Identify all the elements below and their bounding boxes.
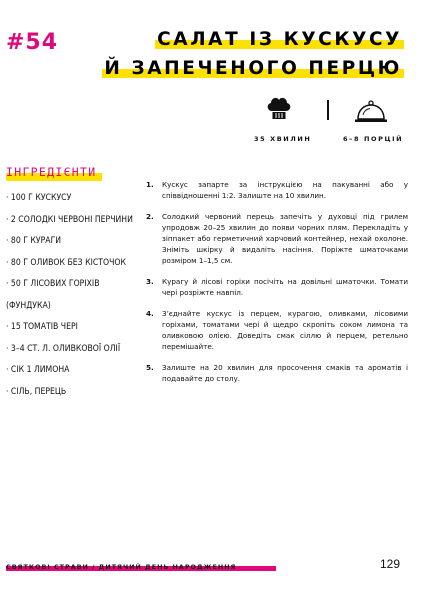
recipe-number: #54 (6, 30, 59, 55)
ingredients-heading-text: ІНГРЕДІЄНТИ (6, 165, 97, 179)
page-number: 129 (379, 557, 400, 571)
instructions-list (146, 179, 408, 394)
step-number: 4. (146, 309, 154, 318)
ingredient-item: · 50 Г ЛІСОВИХ ГОРІХІВ (6, 279, 100, 289)
ingredient-item: · 80 Г ОЛИВОК БЕЗ КІСТОЧОК (6, 257, 126, 268)
step-text: Залиште на 20 хвилин для просочення смаків та ароматів і подавайте до столу. (162, 363, 408, 383)
title-text: Й ЗАПЕЧЕНОГО ПЕРЦЮ (104, 58, 402, 79)
step-text: Солодкий червоний перець запечіть у духовці під грилем упродовж 20–25 хвилин до появи чорних плям. Перекладіть у зіппакет або герметичний харчовий контейнер, нехай охолоне. Зніміть шкірку й видаліть насіння. Поріжте шматочками розміром 1–1,5 см. (162, 212, 408, 265)
ingredient-item: · СІК 1 ЛИМОНА (6, 365, 70, 375)
servings: 6–8 ПОРЦІЙ (343, 135, 404, 143)
step-text: Курагу й лісові горіхи посічіть на довільні шматочки. Томати чері розріжте навпіл. (162, 277, 408, 297)
ingredients-heading (6, 165, 96, 179)
ingredient-item: · 2 СОЛОДКІ ЧЕРВОНІ ПЕРЧИНИ (6, 214, 133, 225)
ingredient-item: · 100 Г КУСКУСУ (6, 193, 72, 203)
ingredient-item: · 15 ТОМАТІВ ЧЕРІ (6, 322, 78, 332)
instruction-step (146, 308, 408, 352)
step-number: 1. (146, 180, 154, 189)
meta-divider (327, 100, 329, 120)
ingredient-item: · 80 Г КУРАГИ (6, 236, 62, 246)
ingredient-item: (ФУНДУКА) (6, 300, 51, 311)
step-number: 5. (146, 363, 154, 372)
step-text: З’єднайте кускус із перцем, курагою, оливками, лісовими горіхами, томатами чері й щедро скропіть соком лимона та оливковою олією. Доведіть смак сіллю й перцем, ретельно перемішайте. (162, 309, 408, 351)
footer-section-title: СВЯТКОВІ СТРАВИ / ДИТЯЧИЙ ДЕНЬ НАРОДЖЕННЯ (6, 563, 237, 571)
step-number: 2. (146, 212, 154, 221)
step-text: Кускус запарте за інструкцією на пакуванні або у співвідношенні 1:2. Залиште на 10 хвилин. (162, 180, 408, 200)
ingredient-item: · СІЛЬ, ПЕРЕЦЬ (6, 386, 67, 397)
cooking-time: 35 ХВИЛИН (254, 135, 312, 143)
title-text: САЛАТ ІЗ КУСКУСУ (157, 29, 402, 50)
ingredient-item: · 3–4 СТ. Л. ОЛИВКОВОЇ ОЛІЇ (6, 343, 121, 354)
instruction-step (146, 362, 408, 384)
instruction-step (146, 276, 408, 298)
ingredients-list (6, 188, 146, 403)
instruction-step (146, 211, 408, 266)
chef-hat-icon (265, 94, 293, 122)
cloche-icon (354, 100, 388, 126)
recipe-title-line-1 (157, 29, 402, 50)
instruction-step (146, 179, 408, 201)
recipe-title-line-2 (104, 58, 402, 79)
step-number: 3. (146, 277, 154, 286)
